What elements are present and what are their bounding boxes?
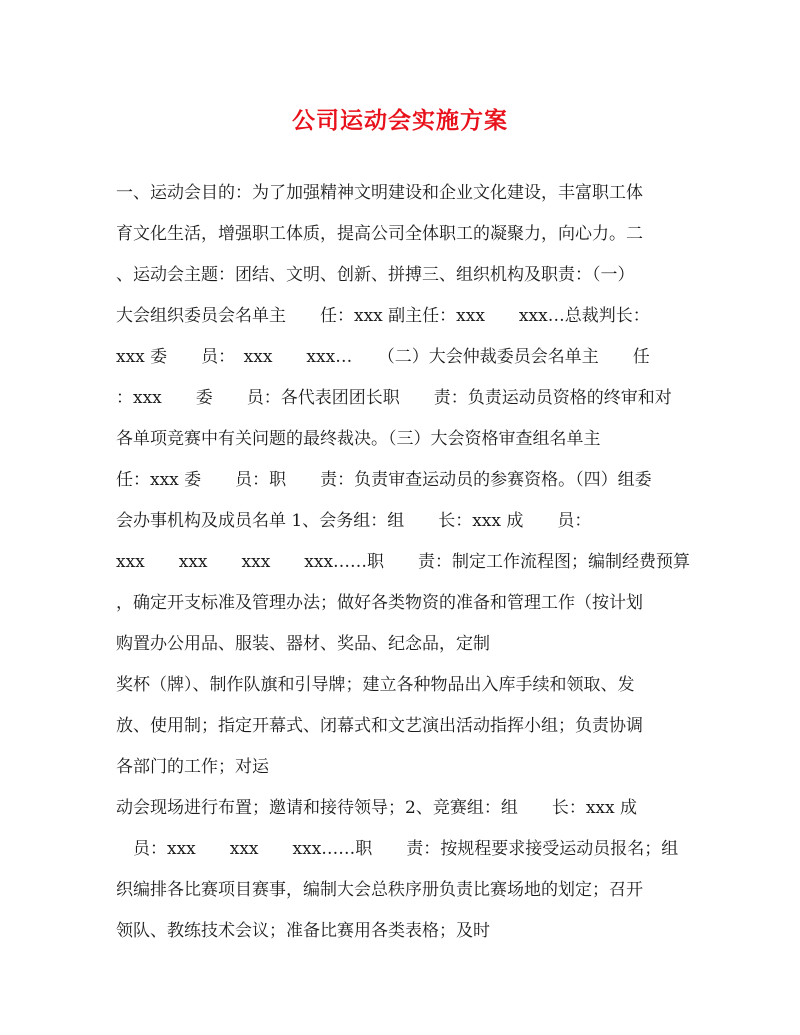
body-line: xxx xxx xxx xxx……职 责：制定工作流程图；编制经费预算 — [116, 552, 691, 572]
document-body — [116, 173, 696, 952]
body-line: xxx 委 员： xxx xxx… （二）大会仲裁委员会名单主 任 — [116, 347, 650, 367]
body-line: 任：xxx 委 员：职 责：负责审查运动员的参赛资格。（四）组委 — [116, 470, 652, 490]
body-line: 放、使用制；指定开幕式、闭幕式和文艺演出活动指挥小组；负责协调 — [116, 716, 643, 736]
body-line: 各单项竞赛中有关问题的最终裁决。（三）大会资格审查组名单主 — [116, 429, 601, 449]
document-title: 公司运动会实施方案 — [292, 107, 508, 134]
body-line: 大会组织委员会名单主 任：xxx 副主任：xxx xxx…总裁判长： — [116, 306, 650, 326]
body-line: 奖杯（牌）、制作队旗和引导牌；建立各种物品出入库手续和领取、发 — [116, 675, 635, 695]
body-line: 一、运动会目的：为了加强精神文明建设和企业文化建设，丰富职工体 — [116, 183, 643, 203]
body-line: 各部门的工作；对运 — [116, 757, 269, 777]
body-line: 动会现场进行布置；邀请和接待领导；2、竞赛组：组 长：xxx 成 — [116, 798, 637, 818]
body-line: 员：xxx xxx xxx……职 责：按规程要求接受运动员报名；组 — [116, 839, 679, 859]
body-line: 会办事机构及成员名单 1、会务组：组 长：xxx 成 员： — [116, 511, 592, 531]
body-line: 、运动会主题：团结、文明、创新、拼搏三、组织机构及职责：（一） — [116, 265, 635, 285]
body-line: 育文化生活，增强职工体质，提高公司全体职工的凝聚力，向心力。二 — [116, 224, 643, 244]
body-line: 领队、教练技术会议；准备比赛用各类表格；及时 — [116, 921, 490, 941]
body-line: 购置办公用品、服装、器材、奖品、纪念品，定制 — [116, 634, 490, 654]
body-line: 织编排各比赛项目赛事，编制大会总秩序册负责比赛场地的划定；召开 — [116, 880, 643, 900]
body-line: ：xxx 委 员：各代表团团长职 责：负责运动员资格的终审和对 — [116, 388, 672, 408]
body-line: ，确定开支标准及管理办法；做好各类物资的准备和管理工作（按计划 — [116, 593, 643, 613]
